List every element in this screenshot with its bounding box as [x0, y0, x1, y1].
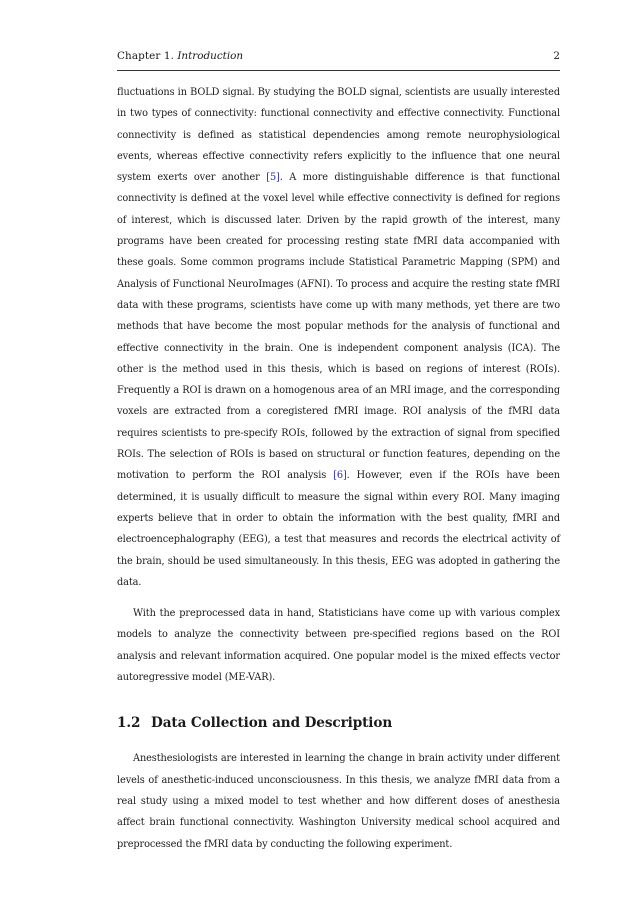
section-number: 1.2 [117, 715, 141, 732]
page-number: 2 [553, 50, 560, 62]
body-text [117, 82, 560, 855]
paragraph-1-part-1: fluctuations in BOLD signal. By studying the BOLD signal, scientists are usually interested in two types of connectivity: functional connectivity and effective connectivity. Functional connectivity is defined as statistical dependencies among remote neurophysiological events, whereas effective connectivity refers explicitly to the influence that one neural system exerts over another [117, 87, 560, 184]
chapter-title: Introduction [177, 50, 244, 62]
chapter-label: Chapter 1. [117, 50, 174, 62]
paragraph-1-part-2: . A more distinguishable difference is that functional connectivity is defined at the voxel level while effective connectivity is defined for regions of interest, which is discussed later. Driven by the rapid growth of the interest, many programs have been created for processing resting state fMRI data accompanied with these goals. Some common programs include Statistical Parametric Mapping (SPM) and Analysis of Functional NeuroImages (AFNI). To process and acquire the resting state fMRI data with these programs, scientists have come up with many methods, yet there are two methods that have become the most popular methods for the analysis of functional and effective connectivity in the brain. One is independent component analysis (ICA). The other is the method used in this thesis, which is based on regions of interest (ROIs). Frequently a ROI is drawn on a homogenous area of an MRI image, and the corresponding voxels are extracted from a coregistered fMRI image. ROI analysis of the fMRI data requires scientists to pre-specify ROIs, followed by the extraction of signal from specified ROIs. The selection of ROIs is based on structural or function features, depending on the motivation to perform the ROI analysis [117, 172, 561, 482]
paragraph-1 [117, 82, 560, 593]
citation-link-5[interactable]: [5] [266, 172, 280, 184]
citation-link-6[interactable]: [6] [333, 470, 347, 482]
section-title: Data Collection and Description [151, 715, 393, 732]
page [117, 50, 560, 855]
chapter-heading [117, 50, 243, 62]
running-header [117, 50, 560, 71]
section-heading [117, 715, 560, 731]
paragraph-2: With the preprocessed data in hand, Statisticians have come up with various complex models to analyze the connectivity between pre-specified regions based on the ROI analysis and relevant information acquired. One popular model is the mixed effects vector autoregressive model (ME-VAR). [117, 608, 560, 684]
paragraph-1-part-3: . However, even if the ROIs have been determined, it is usually difficult to measure the signal within every ROI. Many imaging experts believe that in order to obtain the information with the best quality, fMRI and electroencephalography (EEG), a test that measures and records the electrical activity of the brain, should be used simultaneously. In this thesis, EEG was adopted in gathering the data. [117, 470, 560, 588]
paragraph-3: Anesthesiologists are interested in learning the change in brain activity under different levels of anesthetic-induced unconsciousness. In this thesis, we analyze fMRI data from a real study using a mixed model to test whether and how different doses of anesthesia affect brain functional connectivity. Washington University medical school acquired and preprocessed the fMRI data by conducting the following experiment. [117, 753, 560, 850]
